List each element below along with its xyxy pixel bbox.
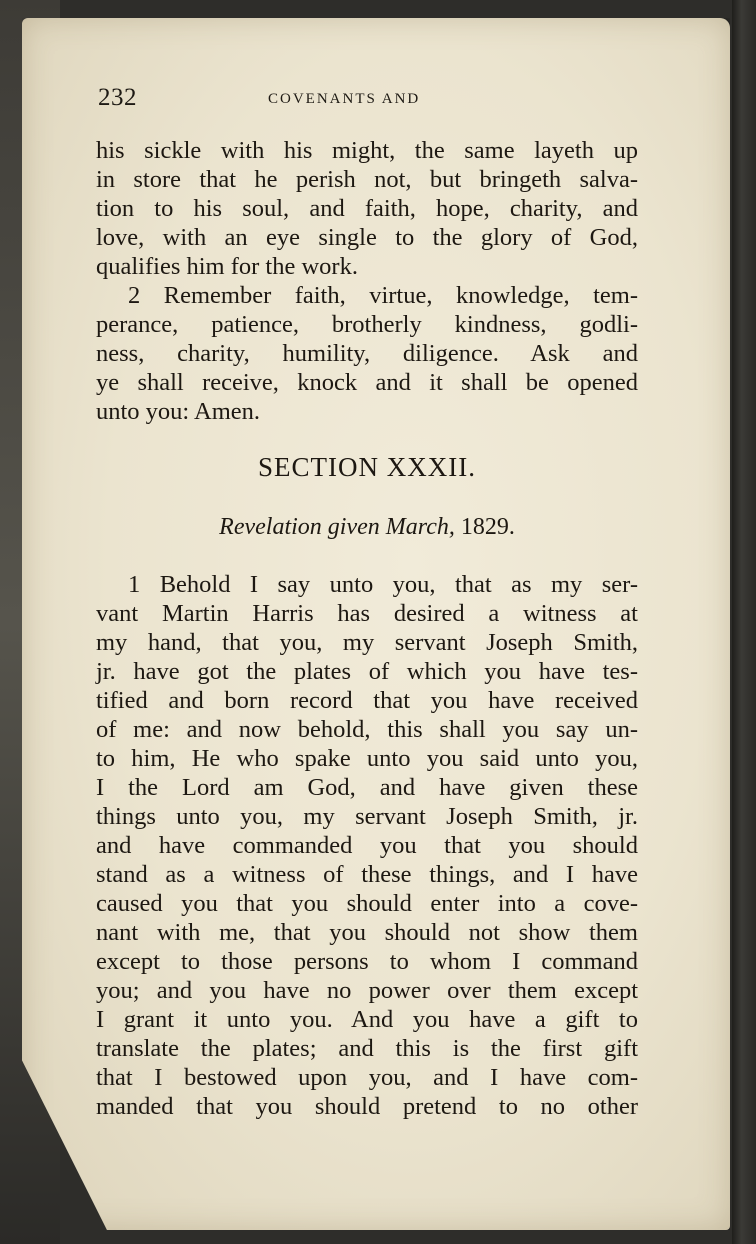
text-line: 2 Remember faith, virtue, knowledge, tem- — [128, 282, 638, 309]
text-line: tion to his soul, and faith, hope, charity, and — [96, 195, 638, 222]
text-line: qualifies him for the work. — [96, 253, 358, 280]
facing-page-edge — [732, 0, 756, 1244]
text-line: manded that you should pretend to no other — [96, 1093, 638, 1120]
text-line: ness, charity, humility, diligence. Ask and — [96, 340, 638, 367]
text-line: stand as a witness of these things, and I have — [96, 861, 638, 888]
text-line: ye shall receive, knock and it shall be opened — [96, 369, 638, 396]
text-line: love, with an eye single to the glory of God, — [96, 224, 638, 251]
text-line: and have commanded you that you should — [96, 832, 638, 859]
section-subheading — [96, 514, 638, 541]
text-line: of me: and now behold, this shall you say un- — [96, 716, 638, 743]
page-number: 232 — [98, 84, 137, 111]
text-line: jr. have got the plates of which you have tes- — [96, 658, 638, 685]
text-line: I grant it unto you. And you have a gift to — [96, 1006, 638, 1033]
text-line: things unto you, my servant Joseph Smith, jr. — [96, 803, 638, 830]
section-heading: SECTION XXXII. — [258, 452, 476, 482]
text-line: 1 Behold I say unto you, that as my ser- — [128, 571, 638, 598]
text-line: vant Martin Harris has desired a witness at — [96, 600, 638, 627]
text-line: that I bestowed upon you, and I have com- — [96, 1064, 638, 1091]
subheading-year: 1829. — [454, 514, 515, 540]
text-line: I the Lord am God, and have given these — [96, 774, 638, 801]
subheading-italic: Revelation given March, — [219, 514, 455, 540]
text-line: his sickle with his might, the same layeth up — [96, 137, 638, 164]
text-line: my hand, that you, my servant Joseph Smith, — [96, 629, 638, 656]
text-line: unto you: Amen. — [96, 398, 261, 425]
text-line: in store that he perish not, but bringeth salva- — [96, 166, 638, 193]
body-text-top — [96, 136, 638, 426]
text-line: tified and born record that you have received — [96, 687, 638, 714]
text-line: to him, He who spake unto you said unto you, — [96, 745, 638, 772]
text-line: caused you that you should enter into a cove- — [96, 890, 638, 917]
running-title: COVENANTS AND — [268, 91, 421, 107]
text-line: translate the plates; and this is the first gift — [96, 1035, 638, 1062]
text-line: you; and you have no power over them except — [96, 977, 638, 1004]
text-line: nant with me, that you should not show them — [96, 919, 638, 946]
body-text-section — [96, 570, 638, 1121]
text-line: perance, patience, brotherly kindness, godli- — [96, 311, 638, 338]
running-head — [76, 84, 636, 114]
text-line: except to those persons to whom I command — [96, 948, 638, 975]
